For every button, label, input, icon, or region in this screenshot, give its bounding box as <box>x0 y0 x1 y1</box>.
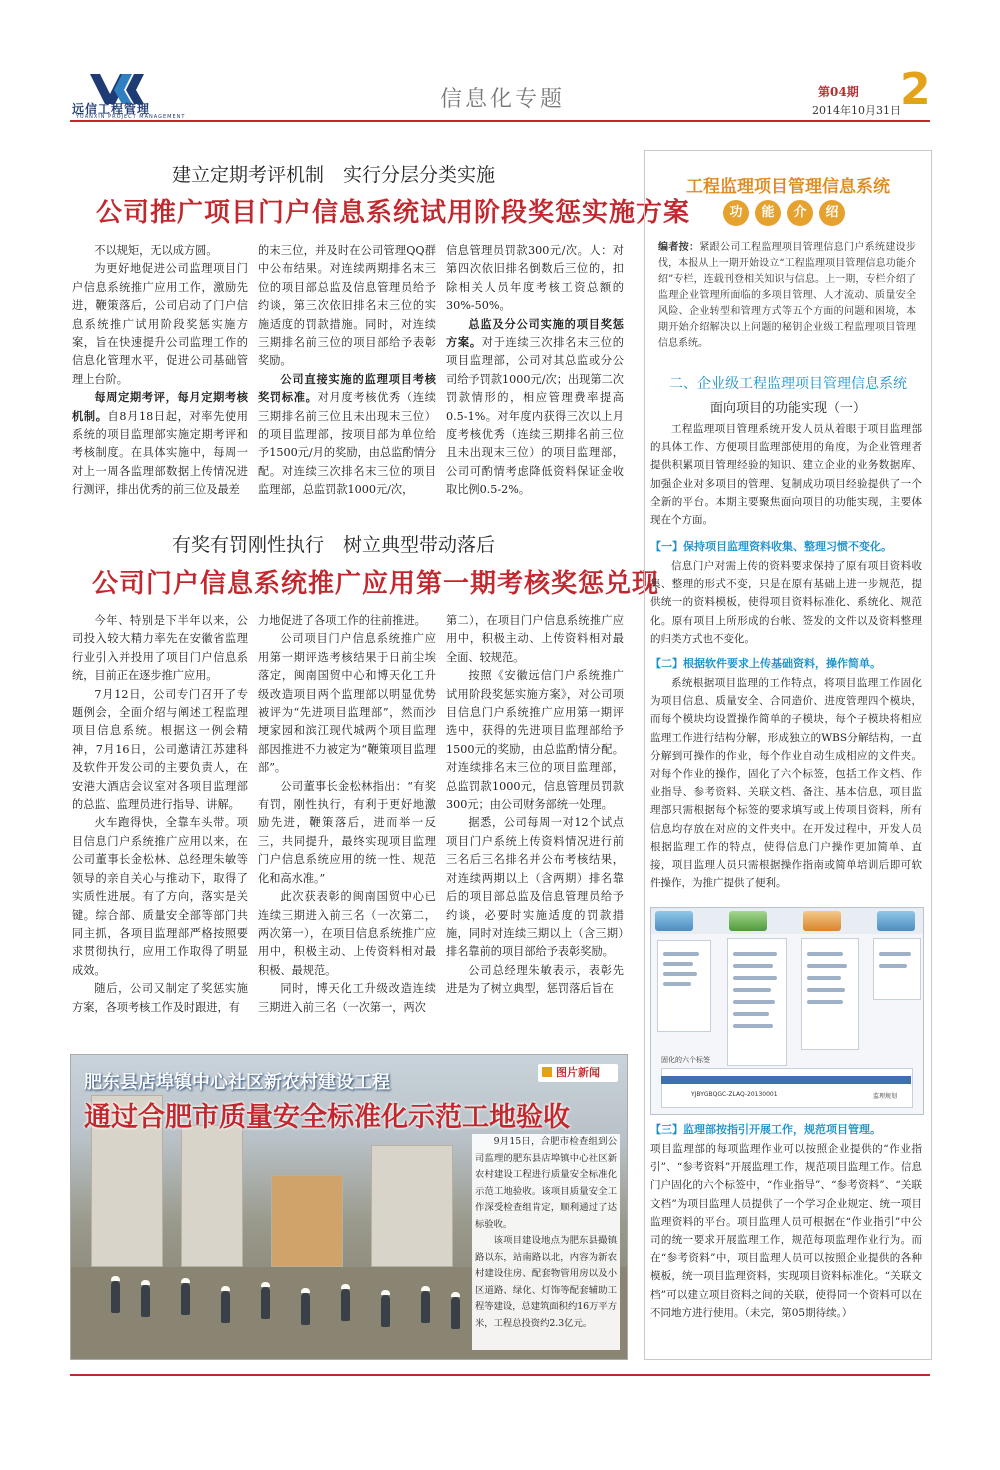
paragraph: 项目监理部的每项监理作业可以按照企业提供的“作业指引”、“参考资料”开展监理工作，规范项目监理工作。信息门户固化的六个标签中，“作业指导”、“参考资料”、“关联文档”为项目监理人员提供了一个学习企业规定、统一项目监理资料的平台。项目监理人员可根据在“作业指引”中公司的统一要求开展监理工作，规范每项监理作业行为。而在“参考资料”中，项目监理人员可以按照企业提供的各种模板，统一项目监理资料，实现项目资料标准化。“关联文档”可以建立项目资料之间的关联，使得同一个资料可以在不同地方进行使用。（未完，第05期待续。） <box>650 1143 922 1319</box>
person-shape <box>381 1295 390 1327</box>
person-shape <box>301 1293 310 1325</box>
person-shape <box>421 1291 430 1323</box>
article2-column-2 <box>258 612 436 1017</box>
paragraph: 公司总经理朱敏表示，表彰先进是为了树立典型，惩罚落后旨在 <box>446 963 624 996</box>
point-2-body <box>650 674 922 892</box>
feature-subheading: 面向项目的功能实现（一） <box>709 401 866 416</box>
paragraph: 7月12日，公司专门召开了专题例会，全面介绍与阐述工程监理项目信息系统。根据这一例会精神，7月16日，公司邀请江苏建科及软件开发公司的主要负责人，在安港大酒店会议室对各项目监理部的总监、监理员进行指导、讲解。 <box>72 687 248 812</box>
point-2-heading: 【二】根据软件要求上传基础资料，操作简单。 <box>650 657 881 670</box>
paragraph: 总监及分公司实施的项目奖惩方案。对于连续三次排名末三位的项目监理部，公司对其总监或分公司给予罚款1000元/次；出现第二次罚款情形的，相应管理费率提高0.5-1%。对年度内获得三次以上月度考核优秀（连续三期排名前三位且未出现末三位）的项目监理部，公司可酌情考虑降低资料保证金收取比例0.5-2%。 <box>446 317 624 497</box>
menu-row <box>807 1000 843 1004</box>
menu-row <box>733 988 771 992</box>
paragraph: 每周定期考评，每月定期考核机制。自8月18日起，对率先使用系统的项目监理部实施定期考评和考核制度。在具体实施中，每周一对上一周各监理部数据上传情况进行测评，排出优秀的前三位及最差 <box>72 391 248 497</box>
module-tile-icon <box>729 911 767 931</box>
photo-news-caption <box>472 1134 620 1350</box>
badge: 绍 <box>819 200 845 226</box>
paragraph: 按照《安徽远信门户系统推广试用阶段奖惩实施方案》，对公司项目信息门户系统推广应用第一期评选中，获得的先进项目监理部给予1500元的奖励，由总监酌情分配。对连续排名末三位的项目监理部，总监罚款1000元，信息管理员罚款300元；由公司财务部统一处理。 <box>446 669 624 812</box>
point-1-body <box>650 557 922 648</box>
menu-row <box>879 952 911 956</box>
building-shape <box>181 1125 243 1267</box>
point-3-body <box>650 1140 922 1322</box>
person-shape <box>451 1297 460 1329</box>
issue-date: 2014年10月31日 <box>812 104 901 117</box>
hard-hat-icon <box>451 1292 460 1297</box>
hard-hat-icon <box>111 1276 120 1281</box>
badge: 能 <box>755 200 781 226</box>
menu-row <box>733 1012 769 1016</box>
menu-panel <box>873 938 921 1000</box>
feature-intro <box>650 420 922 529</box>
menu-row <box>879 964 907 968</box>
paragraph: 随后，公司又制定了奖惩实施方案，各项考核工作及时跟进，有 <box>72 982 248 1014</box>
badge: 功 <box>723 200 749 226</box>
photo-news-tag: 图片新闻 <box>538 1064 618 1082</box>
hard-hat-icon <box>301 1288 310 1293</box>
feature-section-heading: 二、企业级工程监理项目管理信息系统 <box>669 376 907 392</box>
menu-row <box>733 952 777 956</box>
menu-row <box>807 988 845 992</box>
figure-caption: 固化的六个标签 <box>661 1056 710 1064</box>
menu-row <box>733 976 777 980</box>
photo-news-kicker: 肥东县店埠镇中心社区新农村建设工程 <box>84 1072 390 1093</box>
paragraph: 公司直接实施的监理项目考核奖罚标准。对月度考核优秀（连续三期排名前三位且未出现末三位）的项目监理部，按项目部为单位给予1500元/月的奖励，由总监酌情分配。对连续三次排名末三位的项目监理部，总监罚款1000元/次， <box>258 372 436 497</box>
paragraph: 同时，博天化工升级改造连续三期进入前三名（一次第一，两次 <box>258 982 436 1014</box>
footer-divider <box>70 1374 930 1376</box>
article2-column-1 <box>72 612 248 1017</box>
paragraph: 信息门户对需上传的资料要求保持了原有项目资料收集、整理的形式不变，只是在原有基础上进一步规范，提供统一的资料模板，使得项目资料标准化、系统化、规范化。原有项目上所形成的台帐、签发的文件以及资料整理的归类方式也不变化。 <box>650 560 922 645</box>
article1-column-2 <box>258 242 436 500</box>
person-shape <box>181 1283 190 1315</box>
paragraph: 的末三位，并及时在公司管理QQ群中公布结果。对连续两期排名末三位的项目部总监及信息管理员给予约谈，第三次依旧排名末三位的实施适度的罚款措施。同时，对连续三期排名前三位的项目部给予表彰奖励。 <box>258 244 436 368</box>
header-divider <box>70 120 930 122</box>
module-tile-icon <box>655 911 693 931</box>
paragraph: 9月15日，合肥市检查组到公司监理的肥东县店埠镇中心社区新农村建设工程进行质量安全标准化示范工地验收。该项目质量安全工作深受检查组肯定，顺利通过了达标验收。 <box>475 1136 617 1230</box>
section-title: 信息化专题 <box>440 87 566 112</box>
building-shape <box>371 1145 453 1267</box>
article2-column-3 <box>446 612 624 999</box>
menu-row <box>807 952 843 956</box>
person-shape <box>261 1287 270 1319</box>
feature-badges <box>720 200 860 230</box>
person-shape <box>221 1291 230 1323</box>
article1-column-3 <box>446 242 624 500</box>
figure-label: 监理规划 <box>873 1093 898 1100</box>
paragraph: 第二），在项目门户信息系统推广应用中，积极主动、上传资料相对最全面、较规范。 <box>446 614 624 664</box>
figure-code: YJBYGBQGC-ZLAQ-20130001 <box>691 1091 778 1098</box>
badge: 介 <box>787 200 813 226</box>
paragraph: 据悉，公司每周一对12个试点项目门户系统上传资料情况进行前三名后三名排名并公布考核结果，对连续两期以上（含两期）排名靠后的项目部总监及信息管理员给予约谈，必要时实施适度的罚款措施，同时对连续三期以上（含三期）排名靠前的项目部给予表彰奖励。 <box>446 816 624 959</box>
tab-grid-header <box>661 1076 911 1084</box>
tab-grid <box>661 1068 913 1108</box>
paragraph: 信息管理员罚款300元/次。人：对第四次依旧排名倒数后三位的，扣除相关人员年度考核工资总额的30%-50%。 <box>446 244 624 313</box>
person-shape <box>341 1289 350 1321</box>
menu-row <box>733 1024 773 1028</box>
person-shape <box>141 1285 150 1317</box>
menu-row <box>663 972 697 976</box>
paragraph: 公司项目门户信息系统推广应用第一期评选考核结果于日前尘埃落定，闽南国贸中心和博天化工升级改造项目两个监理部以明显优势被评为“先进项目监理部”，然而沙埂家园和滨江现代城两个项目监理部因推进不力被定为“鞭策项目监理部”。 <box>258 632 436 775</box>
menu-row <box>807 964 847 968</box>
hard-hat-icon <box>381 1290 390 1295</box>
editor-note <box>658 240 916 352</box>
building-shape <box>271 1175 343 1267</box>
menu-row <box>807 976 841 980</box>
person-shape <box>111 1281 120 1313</box>
hard-hat-icon <box>341 1284 350 1289</box>
hard-hat-icon <box>421 1286 430 1291</box>
module-tile-icon <box>803 911 841 931</box>
article2-kicker: 有奖有罚刚性执行 树立典型带动落后 <box>172 534 496 556</box>
article1-kicker: 建立定期考评机制 实行分层分类实施 <box>172 164 496 186</box>
paragraph: 火车跑得快，全靠车头带。项目信息门户系统推广应用以来，在公司董事长金松林、总经理朱敏等领导的亲自关心与推动下，取得了实质性进展。有了方向，落实是关键。综合部、质量安全部等部门共同主抓，各项目监理部严格按照要求贯彻执行，应用工作取得了明显成效。 <box>72 816 248 977</box>
paragraph: 力地促进了各项工作的往前推进。 <box>258 614 426 627</box>
software-screenshot-figure <box>650 907 924 1115</box>
hard-hat-icon <box>141 1280 150 1285</box>
paragraph: 工程监理项目管理系统开发人员从着眼于项目监理部的具体工作、方便项目监理部使用的角度，为企业管理者提供积累项目管理经验的知识、建立企业的业务数据库、加强企业对多项目的管理、复制成功项目经验提供了一个全新的平台。本期主要聚焦面向项目的功能实现，主要体现在个方面。 <box>650 423 922 527</box>
menu-row <box>663 962 693 966</box>
paragraph: 系统根据项目监理的工作特点，将项目监理工作固化为项目信息、质量安全、合同造价、进度管理四个模块，而每个模块均设置操作简单的子模块，每个子模块将相应监理工作进行结构分解，形成独立的WBS分解结构，一直分解到可操作的作业，每个作业自动生成相应的文件夹。对每个作业的操作，固化了六个标签，包括工作文档、作业指导、参考资料、关联文档、备注、基本信息，项目监理部只需根据每个标签的要求填写或上传项目资料，所有信息均存放在对应的文件夹中。在开发过程中，开发人员根据监理工作的特点，使得信息门户操作更加简单、直接，项目监理人员只需根据操作指南或简单培训后即可软件操作，为推广提供了便利。 <box>650 677 922 890</box>
paragraph: 公司董事长金松林指出：“有奖有罚，刚性执行，有利于更好地激励先进，鞭策落后，进而举一反三，共同提升，最终实现项目监理门户信息系统应用的统一性、规范化和高水准。” <box>258 779 436 885</box>
hard-hat-icon <box>221 1286 230 1291</box>
module-tile-icon <box>877 911 915 931</box>
issue-number: 第04期 <box>818 85 859 99</box>
hard-hat-icon <box>261 1282 270 1287</box>
menu-row <box>663 982 691 986</box>
logo-subtext: YUANXIN PROJECT MANAGEMENT <box>76 114 186 120</box>
paragraph: 不以规矩，无以成方圆。 <box>94 244 218 257</box>
photo-news-headline: 通过合肥市质量安全标准化示范工地验收 <box>84 1102 570 1133</box>
point-3-heading: 【三】监理部按指引开展工作，规范项目管理。 <box>650 1123 881 1136</box>
menu-row <box>733 964 773 968</box>
article1-headline: 公司推广项目门户信息系统试用阶段奖惩实施方案 <box>96 198 691 228</box>
menu-row <box>733 1000 775 1004</box>
page-number: 2 <box>900 64 931 115</box>
editor-note-lead: 编者按： <box>658 242 700 253</box>
paragraph: 今年、特别是下半年以来，公司投入较大精力率先在安徽省监理行业引入并投用了项目门户信息系统，目前正在逐步推广应用。 <box>72 614 248 683</box>
article2-headline: 公司门户信息系统推广应用第一期考核奖惩兑现 <box>92 569 660 599</box>
hard-hat-icon <box>181 1278 190 1283</box>
point-1-heading: 【一】保持项目监理资料收集、整理习惯不变化。 <box>650 540 892 553</box>
paragraph: 此次获表彰的闽南国贸中心已连续三期进入前三名（一次第二，两次第一），在项目信息系统推广应用中，积极主动、上传资料相对最积极、最规范。 <box>258 890 436 977</box>
article1-column-1 <box>72 242 248 500</box>
logo-text: 远信工程管理 <box>72 102 151 116</box>
paragraph: 为更好地促进公司监理项目门户信息系统推广应用工作，激励先进，鞭策落后，公司启动了门户信息系统推广试用阶段奖惩实施方案，旨在快速提升公司监理工作的信息化管理水平，促进公司基础管理上台阶。 <box>72 262 248 386</box>
tag-square-icon <box>542 1067 552 1077</box>
paragraph: 该项目建设地点为肥东县撮镇路以东，站南路以北，内容为新农村建设住房、配套物管用房以及小区道路、绿化、灯饰等配套辅助工程等建设，总建筑面积约16万平方米，工程总投资约2.3亿元。 <box>475 1235 617 1329</box>
feature-title: 工程监理项目管理信息系统 <box>686 177 890 197</box>
editor-note-text: 紧跟公司工程监理项目管理信息门户系统建设步伐，本报从上一期开始设立“工程监理项目管理信息功能介绍”专栏，连载刊登相关知识与信息。上一期，专栏介绍了监理企业管理所面临的多项目管理、人才流动、质量安全风险、企业转型和管理方式等五个方面的问题和困境，本期开始介绍解决以上问题的秘钥企业级工程监理项目管理信息系统。 <box>658 242 917 349</box>
menu-row <box>663 952 699 956</box>
